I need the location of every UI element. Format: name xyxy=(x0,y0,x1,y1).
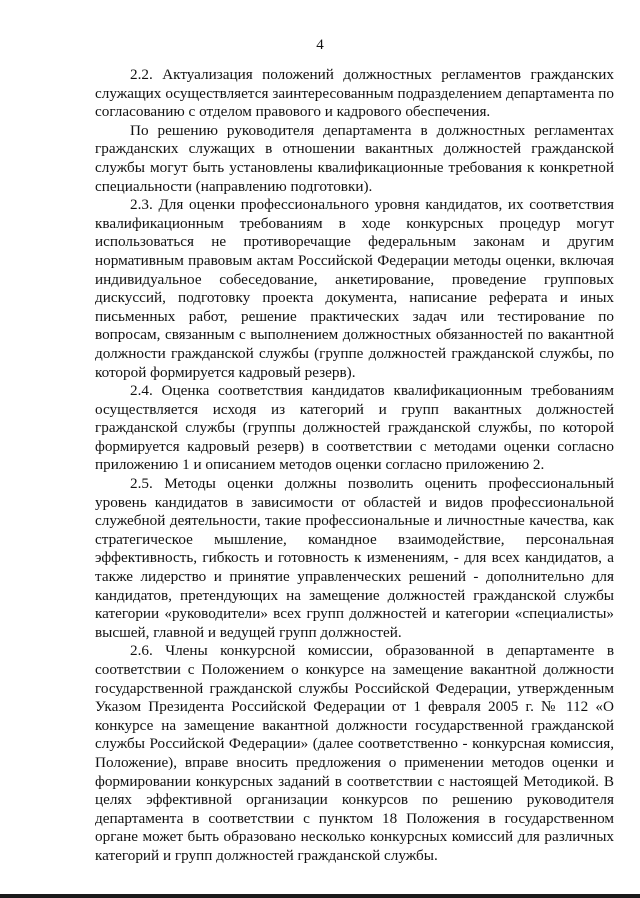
paragraph-2-3: 2.3. Для оценки профессионального уровня кандидатов, их соответствия квалификационным требованиям в ходе конкурсных процедур могут использоваться не противоречащие федеральным законам и другим нормативным правовым актам Российской Федерации методы оценки, включая индивидуальное собеседование, анкетирование, проведение групповых дискуссий, подготовку проекта документа, написание реферата и иных письменных работ, решение практических задач или тестирование по вопросам, связанным с выполнением должностных обязанностей по вакантной должности гражданской службы (группе должностей гражданской службы, по которой формируется кадровый резерв). xyxy=(95,196,614,381)
scan-bottom-edge xyxy=(0,894,640,898)
page-number: 4 xyxy=(316,37,324,53)
paragraph-2-5: 2.5. Методы оценки должны позволить оценить профессиональный уровень кандидатов в зависимости от областей и видов профессиональной служебной деятельности, такие профессиональные и личностные качества, как стратегическое мышление, командное взаимодействие, персональная эффективность, гибкость и готовность к изменениям, - для всех кандидатов, а также лидерство и принятие управленческих решений - дополнительно для кандидатов, претендующих на замещение должностей гражданской службы категории «руководители» всех групп должностей и категории «специалисты» высшей, главной и ведущей групп должностей. xyxy=(95,475,614,641)
paragraph-2-2-continued: По решению руководителя департамента в должностных регламентах гражданских служащих в отношении вакантных должностей гражданской службы могут быть установлены квалификационные требования к конкретной специальности (направлению подготовки). xyxy=(95,121,614,195)
paragraph-2-4: 2.4. Оценка соответствия кандидатов квалификационным требованиям осуществляется исходя из категорий и групп вакантных должностей гражданской службы (группы должностей гражданской службы, по которой формируется кадровый резерв) в соответствии с методами оценки согласно приложению 1 и описанием методов оценки согласно приложению 2. xyxy=(95,382,614,474)
paragraph-2-6: 2.6. Члены конкурсной комиссии, образованной в департаменте в соответствии с Положением о конкурсе на замещение вакантной должности государственной гражданской службы Российской Федерации, утвержденным Указом Президента Российской Федерации от 1 февраля 2005 г. № 112 «О конкурсе на замещение вакантной должности государственной гражданской службы Российской Федерации» (далее соответственно - конкурсная комиссия, Положение), вправе вносить предложения о применении методов оценки и формировании конкурсных заданий в соответствии с настоящей Методикой. В целях эффективной организации конкурсов по решению руководителя департамента в соответствии с пунктом 18 Положения в государственном органе может быть образовано несколько конкурсных комиссий для различных категорий и групп должностей гражданской службы. xyxy=(95,642,614,864)
document-body xyxy=(95,66,614,866)
paragraph-2-2: 2.2. Актуализация положений должностных регламентов гражданских служащих осуществляется заинтересованным подразделением департамента по согласованию с отделом правового и кадрового обеспечения. xyxy=(95,66,614,121)
